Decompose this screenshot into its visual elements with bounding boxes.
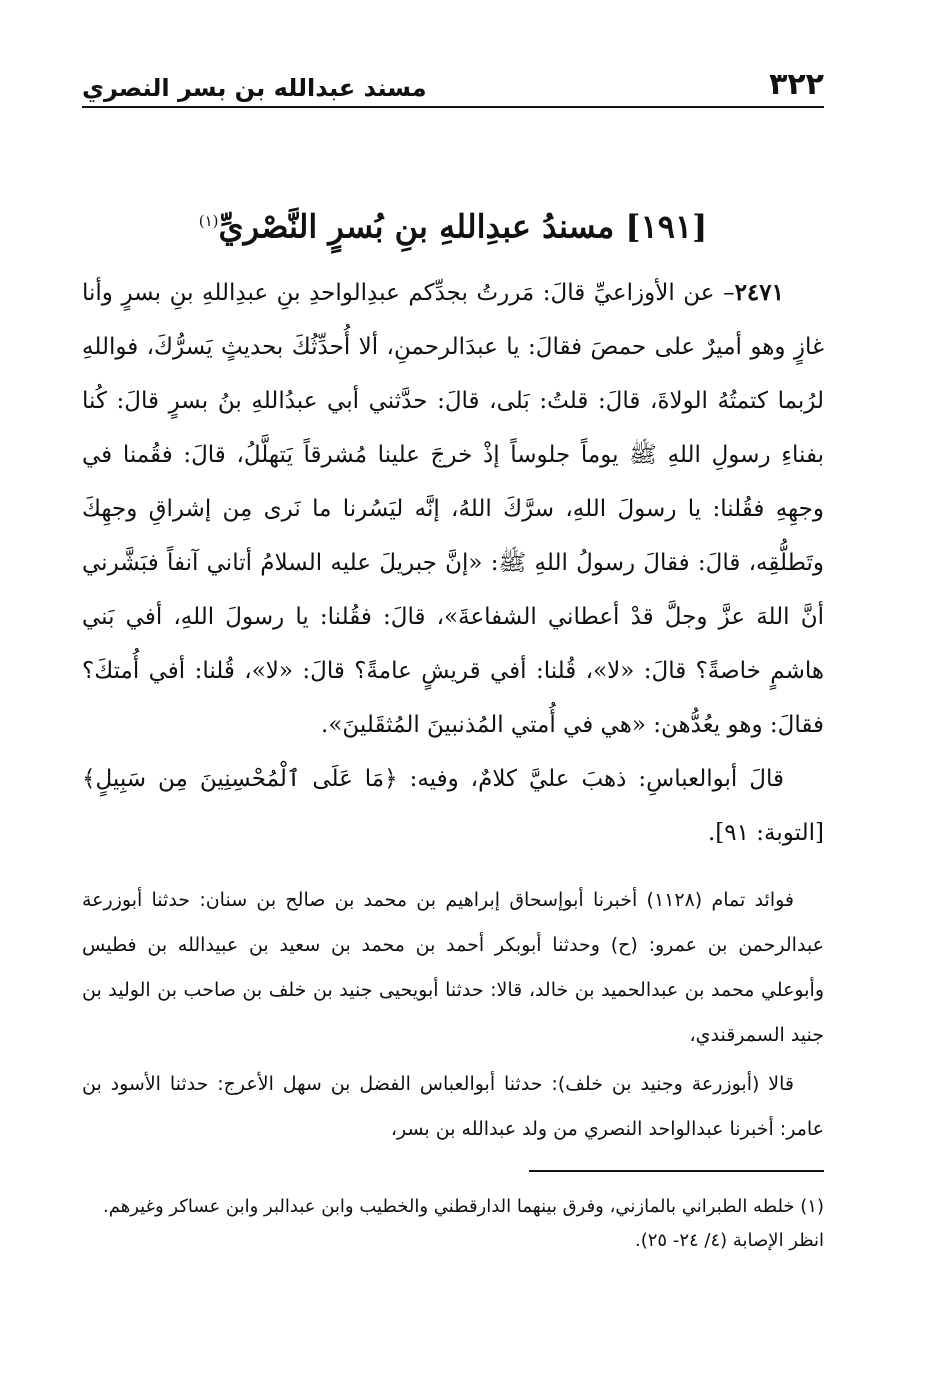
source-paragraph: قالا (أبوزرعة وجنيد بن خلف): حدثنا أبوالعباس الفضل بن سهل الأعرج: حدثنا الأسود بن عامر: أخبرنا عبدالواحد النصري من ولد عبدالله بن بسر، [82, 1073, 824, 1140]
book-page [82, 58, 824, 1258]
footnote-reference: (١) [198, 212, 219, 230]
hadith-body: – عن الأوزاعيِّ قالَ: مَررتُ بجدِّكم عبدِالواحدِ بنِ عبدِاللهِ بنِ بسرٍ وأنا غازٍ وهو أميرٌ على حمصَ فقالَ: يا عبدَالرحمنِ، ألا أُحدِّثُكَ بحديثٍ يَسرُّكَ، فواللهِ لرُبما كتمتُهُ الولاةَ، قالَ: قلتُ: بَلى، قالَ: حدَّثني أبي عبدُاللهِ بنُ بسرٍ قالَ: كُنا بفناءِ رسولِ اللهِ ﷺ يوماً جلوساً إذْ خرجَ علينا مُشرقاً يَتهلَّلُ، قالَ: فقُمنا في وجهِهِ فقُلنا: يا رسولَ اللهِ، سرَّكَ اللهُ، إنَّه ليَسُرنا ما نَرى مِن إشراقِ وجهِكَ وتَطلُّقِه، قالَ: فقالَ رسولُ اللهِ ﷺ: «إنَّ جبريلَ عليه السلامُ أتاني آنفاً فبَشَّرني أنَّ اللهَ عزَّ وجلَّ قدْ أعطاني الشفاعةَ»، قالَ: فقُلنا: يا رسولَ اللهِ، أفي بَني هاشمٍ خاصةً؟ قالَ: «لا»، قُلنا: أفي قريشٍ عامةً؟ قالَ: «لا»، قُلنا: أفي أُمتكَ؟ فقالَ: وهو يعُدُّهن: «هي في أُمتي المُذنبينَ المُثقَلينَ». [82, 280, 824, 738]
source-paragraph: فوائد تمام (١١٢٨) أخبرنا أبوإسحاق إبراهيم بن محمد بن صالح بن سنان: حدثنا أبوزرعة عبدالرحمن بن عمرو: (ح) وحدثنا أبوبكر أحمد بن محمد بن سعيد بن عبيدالله بن فطيس وأبوعلي محمد بن عبدالحميد بن خالد، قالا: حدثنا أبويحيى جنيد بن خلف بن صاحب بن الوليد بن جنيد السمرقندي، [82, 889, 824, 1046]
hadith-paragraph [82, 266, 824, 752]
page-number: ٣٢٢ [769, 67, 824, 102]
hadith-text [82, 266, 824, 860]
running-title: مسند عبدالله بن بسر النصري [82, 74, 427, 102]
running-header [82, 58, 824, 108]
section-title-text: [١٩١] مسندُ عبدِاللهِ بنِ بُسرٍ النَّصْريِّ [218, 207, 708, 246]
footnote-divider [529, 1170, 824, 1172]
footnote: (١) خلطه الطبراني بالمازني، وفرق بينهما الدارقطني والخطيب وابن عبدالبر وابن عساكر وغيرهم. انظر الإصابة (٤/ ٢٤- ٢٥). [103, 1196, 824, 1251]
hadith-number: ٢٤٧١ [734, 279, 784, 306]
sources-section [82, 878, 824, 1152]
hadith-commentary: قالَ أبوالعباسِ: ذهبَ عليَّ كلامٌ، وفيه: ﴿مَا عَلَى ٱلْمُحْسِنِينَ مِن سَبِيلٍ﴾ [التوبة: ٩١]. [82, 766, 824, 846]
section-title [82, 194, 824, 248]
